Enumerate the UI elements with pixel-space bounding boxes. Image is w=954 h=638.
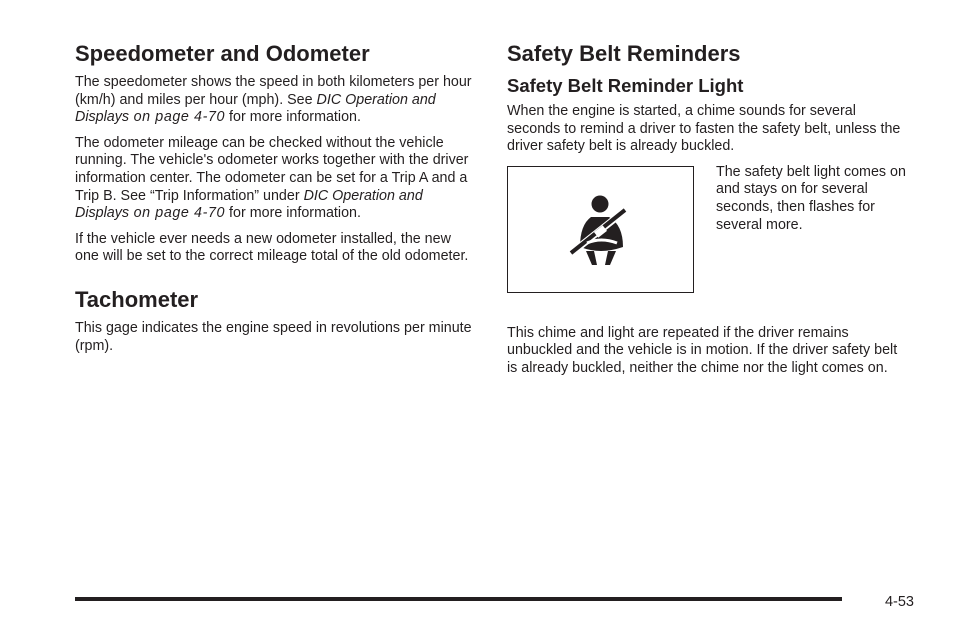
text-span: The odometer mileage can be checked without the vehicle running. The vehicle's odometer works together with the driver information center. The odometer can be set for a Trip A and a Trip B. See “Trip Information” under <box>75 134 469 204</box>
safety-belt-icon <box>561 189 641 269</box>
tachometer-paragraph: This gage indicates the engine speed in revolutions per minute (rpm). <box>75 319 472 354</box>
safety-belt-subheading: Safety Belt Reminder Light <box>507 75 744 96</box>
figure-row <box>507 163 907 293</box>
page-number: 4-53 <box>884 594 914 610</box>
speedometer-paragraph <box>75 74 475 127</box>
speedometer-heading: Speedometer and Odometer <box>75 41 370 66</box>
footer-rule <box>75 597 842 601</box>
reference-title: DIC Operation and Displays <box>75 91 436 126</box>
left-column <box>75 40 475 363</box>
safety-belt-heading: Safety Belt Reminders <box>507 41 741 66</box>
reference-page: on page 4-70 <box>129 205 226 222</box>
safety-belt-intro-paragraph: When the engine is started, a chime sounds for several seconds to remind a driver to fasten the safety belt, unless the driver safety belt is already buckled. <box>507 103 901 155</box>
section-gap <box>75 274 475 286</box>
odometer-replacement-paragraph: If the vehicle ever needs a new odometer installed, the new one will be set to the correct mileage total of the old odometer. <box>75 230 469 265</box>
reference-title: DIC Operation and Displays <box>75 187 423 222</box>
safety-belt-repeat-paragraph: This chime and light are repeated if the driver remains unbuckled and the vehicle is in motion. If the driver safety belt is already buckled, neither the chime nor the light comes on. <box>507 324 898 376</box>
tachometer-heading: Tachometer <box>75 286 199 312</box>
right-column <box>507 40 907 386</box>
figure-caption: The safety belt light comes on and stays on for several seconds, then flashes for several more. <box>716 163 906 233</box>
text-span: for more information. <box>225 109 361 126</box>
text-span: for more information. <box>225 205 361 222</box>
odometer-paragraph <box>75 135 475 223</box>
text-span: The speedometer shows the speed in both kilometers per hour (km/h) and miles per hour (mph). See <box>75 74 472 108</box>
reference-page: on page 4-70 <box>129 109 226 126</box>
safety-belt-figure <box>507 166 694 293</box>
